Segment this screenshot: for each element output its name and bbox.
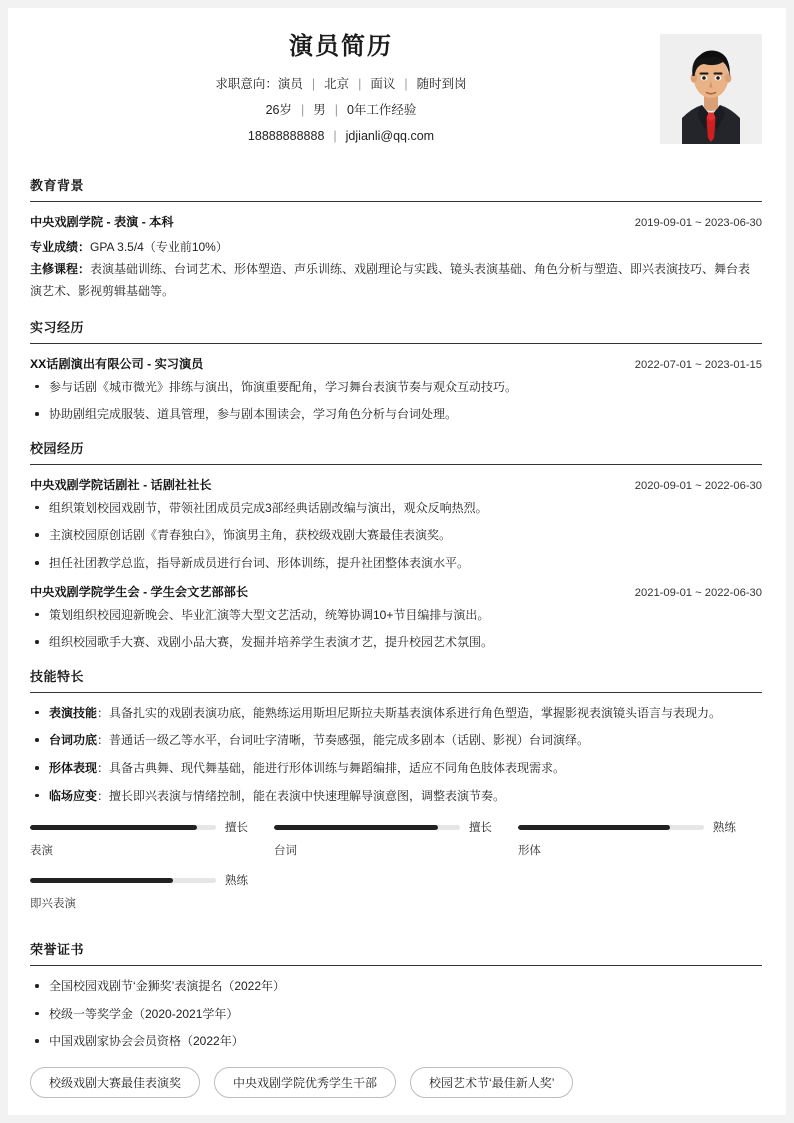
basic-experience: 0年工作经验 — [346, 103, 417, 117]
section-internship — [30, 317, 762, 424]
skill-bar-name: 表演 — [30, 845, 53, 858]
separator-icon: | — [334, 103, 338, 117]
honor-tag[interactable]: 校园艺术节‘最佳新人奖’ — [410, 1067, 573, 1098]
contact-line — [30, 129, 652, 144]
section-skills — [30, 666, 762, 925]
job-intent-city: 北京 — [324, 77, 350, 91]
skill-description: ：擅长即兴表演与情绪控制，能在表演中快速理解导演意图，调整表演节奏。 — [97, 788, 506, 803]
list-item: 策划组织校园迎新晚会、毕业汇演等大型文艺活动，统筹协调10+节目编排与演出。 — [30, 606, 762, 625]
separator-icon: | — [333, 129, 337, 143]
experience-entry — [30, 476, 762, 573]
skill-bar-track — [274, 825, 460, 830]
skills-bullet-list — [30, 704, 762, 805]
education-courses-label: 主修课程： — [30, 262, 91, 277]
experience-title: 中央戏剧学院话剧社 - 话剧社社长 — [30, 477, 212, 492]
page-edge-bottom — [0, 1115, 794, 1123]
skill-bar-name: 台词 — [273, 845, 297, 858]
job-intent-line — [30, 77, 652, 92]
skill-bar-level: 擅长 — [468, 822, 492, 835]
honors-bullet-list — [30, 977, 762, 1051]
skill-description: ：具备扎实的戏剧表演功底，能熟练运用斯坦尼斯拉夫斯基表演体系进行角色塑造，掌握影视表演镜头语言与表现力。 — [97, 705, 722, 720]
experience-bullet-list — [30, 378, 762, 424]
skill-list-item — [30, 759, 762, 778]
skill-list-item — [30, 731, 762, 750]
page-title: 演员简历 — [289, 33, 393, 60]
skill-bar-fill — [30, 878, 173, 883]
experience-date: 2022-07-01 ~ 2023-01-15 — [634, 358, 762, 371]
experience-title: 中央戏剧学院学生会 - 学生会文艺部部长 — [30, 584, 249, 599]
list-item: 组织策划校园戏剧节，带领社团成员完成3部经典话剧改编与演出，观众反响热烈。 — [30, 499, 762, 518]
skill-list-item — [30, 704, 762, 723]
experience-entry — [30, 583, 762, 652]
skill-bar-item — [30, 819, 274, 858]
skill-label: 形体表现 — [49, 760, 98, 775]
section-title-skills: 技能特长 — [30, 666, 762, 693]
education-gpa-label: 专业成绩： — [30, 240, 91, 254]
section-title-honors: 荣誉证书 — [30, 939, 762, 966]
honor-tag[interactable]: 校级戏剧大赛最佳表演奖 — [30, 1067, 200, 1098]
skill-bar-level: 擅长 — [224, 822, 248, 835]
experience-title: XX话剧演出有限公司 - 实习演员 — [30, 356, 204, 371]
list-item: 参与话剧《城市微光》排练与演出，饰演重要配角，学习舞台表演节奏与观众互动技巧。 — [30, 378, 762, 397]
skill-label: 表演技能 — [49, 705, 98, 720]
education-entry — [30, 213, 762, 303]
section-title-education: 教育背景 — [30, 175, 762, 202]
experience-entry-head — [30, 355, 762, 372]
section-title-campus: 校园经历 — [30, 438, 762, 465]
section-education — [30, 175, 762, 303]
separator-icon: | — [358, 77, 362, 91]
experience-date: 2020-09-01 ~ 2022-06-30 — [634, 479, 762, 492]
list-item: 担任社团教学总监，指导新成员进行台词、形体训练，提升社团整体表演水平。 — [30, 554, 762, 573]
skill-list-item — [30, 787, 762, 806]
experience-entry-head — [30, 583, 762, 600]
skill-bar-track — [30, 825, 216, 830]
separator-icon: | — [311, 77, 316, 91]
skill-description: ：普通话一级乙等水平，台词吐字清晰，节奏感强，能完成多剧本（话剧、影视）台词演绎。 — [97, 733, 590, 748]
basic-info-line — [30, 103, 652, 118]
education-gpa-value: GPA 3.5/4（专业前10%） — [90, 240, 228, 254]
portrait-illustration-icon — [660, 34, 762, 144]
skill-bar-name: 即兴表演 — [30, 898, 76, 911]
education-courses-value: 表演基础训练、台词艺术、形体塑造、声乐训练、戏剧理论与实践、镜头表演基础、角色分析与塑造、即兴表演技巧、舞台表演艺术、影视剪辑基础等。 — [30, 262, 751, 299]
honor-tag-group — [30, 1067, 762, 1098]
experience-bullet-list — [30, 499, 762, 573]
list-item: 组织校园歌手大赛、戏剧小品大赛，发掘并培养学生表演才艺，提升校园艺术氛围。 — [30, 633, 762, 652]
skill-label: 临场应变 — [49, 788, 98, 803]
skill-description: ：具备古典舞、现代舞基础，能进行形体训练与舞蹈编排，适应不同角色肢体表现需求。 — [97, 760, 566, 775]
honor-tag[interactable]: 中央戏剧学院优秀学生干部 — [214, 1067, 396, 1098]
skill-bar-level: 熟练 — [712, 822, 736, 835]
job-intent-salary: 面议 — [370, 77, 396, 91]
section-title-internship: 实习经历 — [30, 317, 762, 344]
skill-bar-item — [518, 819, 762, 858]
skill-bar-row — [518, 819, 736, 835]
campus-entries — [30, 465, 762, 652]
separator-icon: | — [300, 103, 305, 117]
skill-bar-track — [518, 825, 704, 830]
avatar — [660, 34, 762, 144]
education-gpa-row — [30, 236, 762, 258]
skill-bar-level: 熟练 — [224, 875, 248, 888]
list-item: 主演校园原创话剧《青春独白》，饰演男主角，获校级戏剧大赛最佳表演奖。 — [30, 526, 762, 545]
contact-phone[interactable]: 18888888888 — [247, 129, 325, 143]
skill-bar-row — [30, 872, 248, 888]
section-campus — [30, 438, 762, 652]
resume-header — [30, 26, 762, 161]
education-courses-row — [30, 258, 762, 302]
skill-bar-row — [274, 819, 492, 835]
skill-bar-group — [30, 819, 762, 925]
basic-age: 26岁 — [265, 103, 292, 117]
education-school: 中央戏剧学院 - 表演 - 本科 — [30, 215, 174, 229]
skill-bar-fill — [30, 825, 197, 830]
education-date: 2019-09-01 ~ 2023-06-30 — [634, 217, 762, 229]
skill-bar-fill — [518, 825, 670, 830]
experience-entry-head — [30, 476, 762, 493]
job-intent-position: 演员 — [277, 77, 303, 91]
list-item: 校级一等奖学金（2020-2021学年） — [30, 1005, 762, 1024]
skill-bar-fill — [274, 825, 438, 830]
section-honors — [30, 939, 762, 1098]
separator-icon: | — [404, 77, 408, 91]
contact-email[interactable]: jdjianli@qq.com — [345, 129, 435, 143]
experience-bullet-list — [30, 606, 762, 652]
list-item: 协助剧组完成服装、道具管理，参与剧本围读会，学习角色分析与台词处理。 — [30, 405, 762, 424]
job-intent-label: 求职意向： — [215, 77, 278, 91]
list-item: 中国戏剧家协会会员资格（2022年） — [30, 1032, 762, 1051]
experience-entry — [30, 355, 762, 424]
header-text-block — [30, 26, 762, 144]
skill-bar-name: 形体 — [517, 845, 541, 858]
experience-date: 2021-09-01 ~ 2022-06-30 — [634, 586, 762, 599]
job-intent-availability: 随时到岗 — [416, 77, 467, 91]
skill-bar-item — [274, 819, 518, 858]
skill-bar-track — [30, 878, 216, 883]
skill-bar-item — [30, 872, 274, 911]
list-item: 全国校园戏剧节‘金狮奖’表演提名（2022年） — [30, 977, 762, 996]
skill-bar-row — [30, 819, 248, 835]
skill-label: 台词功底 — [49, 733, 98, 748]
internship-entries — [30, 344, 762, 424]
basic-gender: 男 — [313, 103, 326, 117]
